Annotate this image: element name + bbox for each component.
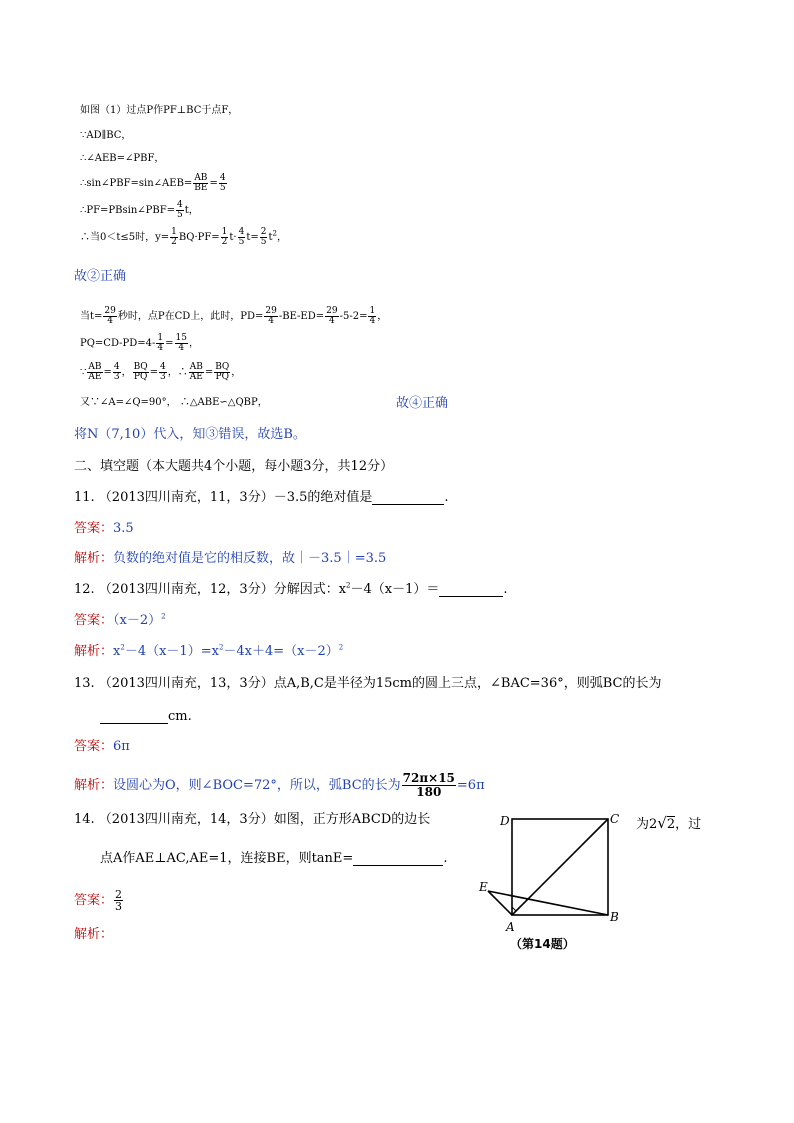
proof-b-line-1: 当t= $\frac{29}{4}$ 秒时，点P在CD上，此时，PD= $\frac{29}{4}$ -BE-ED= $\frac{29}{4}$ -5-2= $\frac{1}{4}$ ， <box>80 306 388 326</box>
proof-b-line-3: ∵ $\frac{AB}{AE}$ = $\frac{4}{3}$ ， $\frac{BQ}{PQ}$ = $\frac{4}{3}$ ，∴ $\frac{AB}{AE}$ = $\frac{BQ}{PQ}$ ， <box>80 362 242 382</box>
geometry-figure <box>470 805 630 955</box>
question-13: 13. （2013四川南充，13，3分）点A,B,C是半径为15cm的圆上三点，∠BAC=36°，则弧BC的长为 <box>74 676 662 691</box>
label-d: D <box>500 814 510 828</box>
answer-blank <box>100 711 168 724</box>
segment-be <box>488 891 608 915</box>
proof-line-6: ∴当0＜t≤5时，y= $\frac{1}{2}$ BQ·PF= $\frac{1}{2}$ t· $\frac{4}{5}$ t= $\frac{2}{5}$ $t^2$， <box>80 227 287 247</box>
label-e: E <box>479 880 488 894</box>
proof-line-2: ∵AD∥BC， <box>80 130 132 141</box>
section-title: 二、填空题（本大题共4个小题，每小题3分，共12分） <box>74 459 394 474</box>
answer-12: 答案：$(x-2)^2$ <box>74 612 166 628</box>
answer-11: 答案：3.5 <box>74 521 134 536</box>
label-c: C <box>610 812 620 826</box>
proof-line-5: ∴PF=PBsin∠PBF= $\frac{4}{5}$ t， <box>80 200 199 220</box>
label-a: A <box>506 920 515 934</box>
analysis-13: 解析：设圆心为O，则∠BOC=72°，所以，弧BC的长为 $\frac{72\pi\times 15}{180}$ =6π <box>74 771 485 799</box>
question-12: 12. （2013四川南充，12，3分）分解因式：$x^2-4(x-1)=$ . <box>74 581 508 597</box>
proof-b-line-2: PQ=CD-PD=4- $\frac{1}{4}$ = $\frac{15}{4}$ ， <box>80 333 199 353</box>
question-13-cont: cm. <box>100 710 192 724</box>
proof-line-1: 如图（1）过点P作PF⊥BC于点F， <box>80 105 239 116</box>
proof-line-3: ∴∠AEB=∠PBF， <box>80 153 165 164</box>
proof-line-4: ∴sin∠PBF=sin∠AEB= $\frac{AB}{BE}$ = $\frac{4}{5}$ <box>80 173 226 193</box>
conclusion-4: 故④正确 <box>396 396 449 411</box>
conclusion-2: 故②正确 <box>74 269 127 284</box>
answer-14: 答案： $\frac{2}{3}$ <box>74 888 123 913</box>
question-11: 11. （2013四川南充，11，3分）－3.5的绝对值是 . <box>74 490 449 505</box>
label-b: B <box>610 910 619 924</box>
proof-b-line-4: 又∵∠A=∠Q=90°， ∴△ABE∽△QBP， <box>80 397 268 408</box>
analysis-11: 解析：负数的绝对值是它的相反数，故｜－3.5｜=3.5 <box>74 551 387 566</box>
question-14: 14. （2013四川南充，14，3分）如图，正方形ABCD的边长 <box>74 812 431 827</box>
conclusion-3: 将N（7,10）代入，知③错误，故选B。 <box>74 427 306 442</box>
question-14-side: 为2√2，过 <box>636 814 702 832</box>
analysis-14: 解析： <box>74 927 114 942</box>
figure-caption: （第14题） <box>510 937 575 951</box>
answer-blank <box>372 492 444 505</box>
answer-blank <box>439 584 503 597</box>
answer-13: 答案：6π <box>74 739 130 754</box>
answer-blank <box>353 853 443 866</box>
question-14-cont: 点A作AE⊥AC,AE=1，连接BE，则tanE= . <box>100 851 448 866</box>
diagonal-ac <box>512 819 608 915</box>
analysis-12: 解析：$x^2-4(x-1)=x^2-4x+4=(x-2)^2$ <box>74 643 344 659</box>
